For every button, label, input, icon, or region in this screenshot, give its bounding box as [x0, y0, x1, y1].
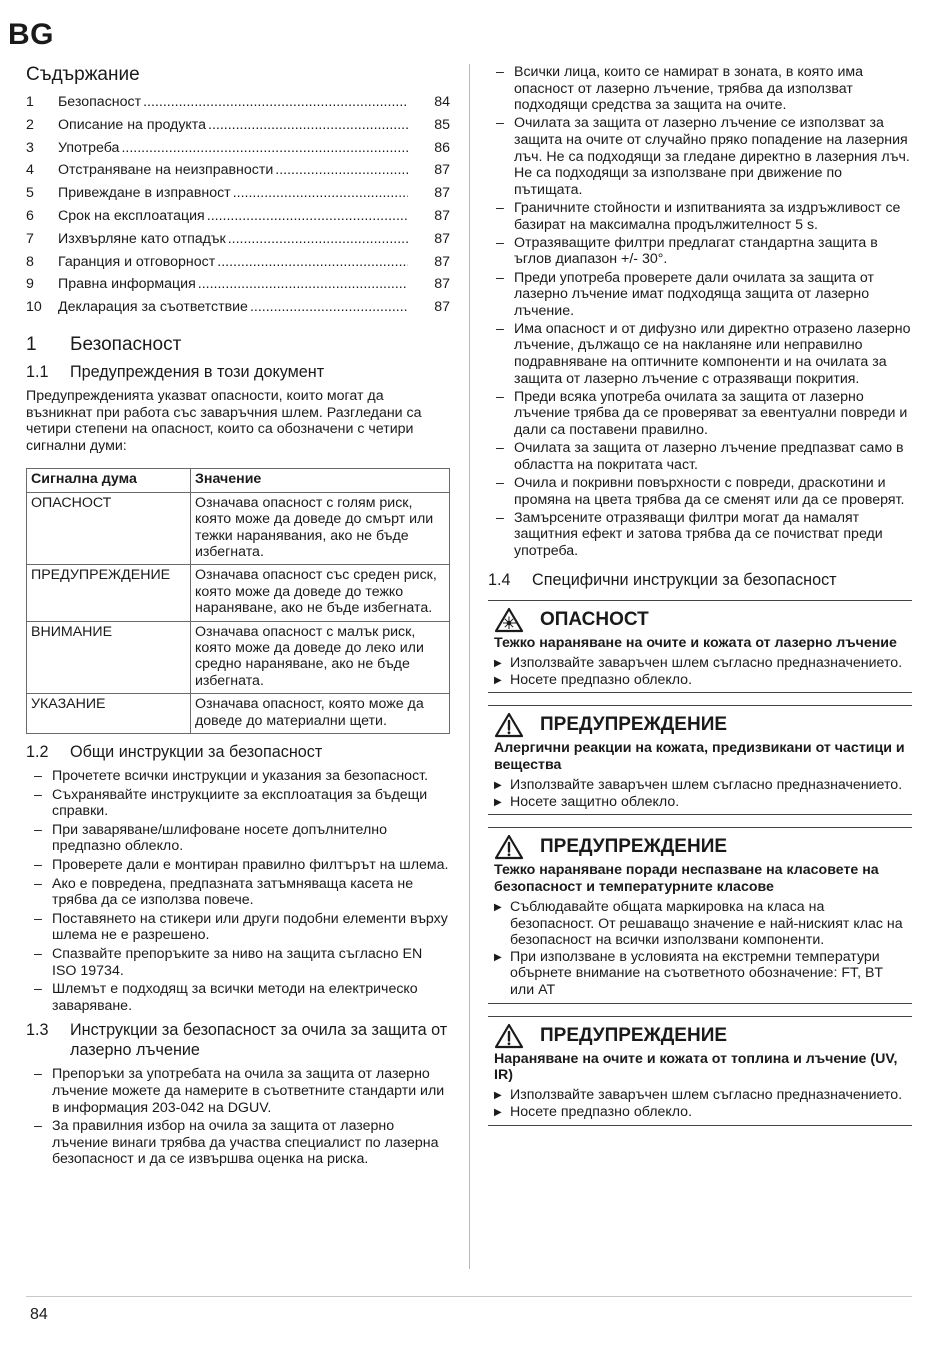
table-row	[27, 565, 450, 621]
signal-word: ВНИМАНИЕ	[27, 621, 191, 694]
subsection-heading	[26, 742, 450, 762]
toc-leader	[275, 162, 408, 178]
warning-actions	[494, 1087, 906, 1120]
action-item: ▶ Използвайте заваръчен шлем съгласно предназначението.	[494, 1087, 906, 1104]
signal-meaning: Означава опасност с голям риск, която може да доведе до смърт или тежки наранявания, ако не бъде избегната.	[191, 492, 450, 565]
toc-label: Описание на продукта	[58, 116, 207, 133]
action-item: ▶ При използване в условията на екстремни температури обърнете внимание на съответното обозначение: FT, BT или AT	[494, 949, 906, 999]
warning-level: ОПАСНОСТ	[540, 608, 649, 630]
toc-item[interactable]	[26, 117, 450, 140]
toc-number: 4	[26, 162, 34, 179]
toc-item[interactable]	[26, 208, 450, 231]
warning-box	[488, 1016, 912, 1126]
toc-number: 5	[26, 185, 34, 202]
warning-triangle-icon	[494, 834, 524, 860]
list-item: – Очила и покривни повърхности с повреди, драскотини и промяна на цвета трябва да се сменят или да се проверят.	[488, 475, 912, 508]
section-title: Безопасност	[70, 333, 182, 355]
list-item: – Поставянето на стикери или други подобни елементи върху шлема не е разрешено.	[26, 911, 450, 944]
subsection-title: Предупреждения в този документ	[70, 362, 325, 381]
toc-page: 87	[434, 207, 450, 224]
toc-page: 85	[434, 116, 450, 133]
toc-number: 2	[26, 116, 34, 133]
toc-page: 87	[434, 162, 450, 179]
footer-rule	[26, 1296, 912, 1297]
toc-page: 87	[434, 299, 450, 316]
subsection-number: 1.3	[26, 1021, 49, 1040]
action-item: ▶ Носете защитно облекло.	[494, 794, 906, 811]
warning-actions	[494, 899, 906, 999]
subsection-title: Инструкции за безопасност за очила за защита от лазерно лъчение	[70, 1021, 448, 1060]
toc-item[interactable]	[26, 299, 450, 322]
toc-leader	[198, 276, 408, 292]
list-item: – Преди употреба проверете дали очилата за защита от лазерно лъчение имат подходяща защита от лазерно лъчение.	[488, 270, 912, 320]
toc-number: 3	[26, 139, 34, 156]
signal-meaning: Означава опасност с малък риск, която може да доведе до леко или средно нараняване, ако не бъде избегната.	[191, 621, 450, 694]
toc-item[interactable]	[26, 254, 450, 277]
warning-header	[494, 607, 906, 633]
table-row	[27, 621, 450, 694]
subsection-number: 1.4	[488, 570, 511, 589]
toc-leader	[250, 299, 408, 315]
toc-item[interactable]	[26, 231, 450, 254]
laser-hazard-icon	[494, 607, 524, 633]
toc-leader	[217, 254, 408, 270]
list-item: – Преди всяка употреба очилата за защита от лазерно лъчение трябва да се проверяват за евентуални повреди и дали са поставени правилно.	[488, 389, 912, 439]
list-item: – Проверете дали е монтиран правилно филтърът на шлема.	[26, 857, 450, 874]
toc-number: 10	[26, 299, 42, 316]
toc-page: 87	[434, 253, 450, 270]
subsection-number: 1.2	[26, 743, 49, 762]
list-item: – Има опасност и от дифузно или директно отразено лазерно лъчение, дължащо се на накланяне или неправилно подравняване на оптичните компоненти и на очилата за защита от лазерно лъчение с отразяващи покрития.	[488, 321, 912, 387]
toc-label: Привеждане в изправност	[58, 185, 231, 202]
list-item: – Ако е повредена, предпазната затъмняваща касета не трябва да се използва повече.	[26, 876, 450, 909]
list-item: – За правилния избор на очила за защита от лазерно лъчение винаги трябва да участва специалист по лазерна безопасност и да се извършва оценка на риска.	[26, 1118, 450, 1168]
warning-box	[488, 705, 912, 815]
toc-leader	[121, 140, 408, 156]
warning-box	[488, 827, 912, 1003]
warning-triangle-icon	[494, 1023, 524, 1049]
toc-page: 87	[434, 230, 450, 247]
action-item: ▶ Съблюдавайте общата маркировка на класа на безопасност. От решаващо значение е най-ниският клас на безопасност на всички използвани компоненти.	[494, 899, 906, 949]
toc-label: Изхвърляне като отпадък	[58, 230, 226, 247]
signal-meaning: Означава опасност, която може да доведе до материални щети.	[191, 694, 450, 734]
laser-safety-list	[26, 1066, 450, 1168]
toc-leader	[233, 185, 408, 201]
list-item: – Отразяващите филтри предлагат стандартна защита в ъглов диапазон +/- 30°.	[488, 235, 912, 268]
signal-meaning: Означава опасност със среден риск, която може да доведе до тежко нараняване, ако не бъде избегната.	[191, 565, 450, 621]
page-number: 84	[30, 1306, 48, 1323]
toc-label: Употреба	[58, 139, 120, 156]
toc-leader	[207, 208, 408, 224]
toc-item[interactable]	[26, 140, 450, 163]
toc-page: 87	[434, 276, 450, 293]
section-number: 1	[26, 333, 37, 355]
signal-word: ПРЕДУПРЕЖДЕНИЕ	[27, 565, 191, 621]
general-safety-list	[26, 768, 450, 1014]
list-item: – При заваряване/шлифоване носете допълнително предпазно облекло.	[26, 822, 450, 855]
list-item: – Съхранявайте инструкциите за експлоатация за бъдещи справки.	[26, 787, 450, 820]
warning-subtitle: Тежко нараняване поради неспазване на класовете на безопасност и температурните класове	[494, 862, 879, 895]
list-item: – Спазвайте препоръките за ниво на защита съгласно EN ISO 19734.	[26, 946, 450, 979]
subsection-heading	[488, 570, 912, 590]
table-row	[27, 694, 450, 734]
list-item: – Прочетете всички инструкции и указания за безопасност.	[26, 768, 450, 785]
subsection-number: 1.1	[26, 362, 49, 381]
language-code: BG	[8, 18, 54, 51]
action-item: ▶ Носете предпазно облекло.	[494, 1104, 906, 1121]
warning-level: ПРЕДУПРЕЖДЕНИЕ	[540, 714, 728, 736]
table-header: Сигнална дума	[27, 469, 191, 492]
toc-leader	[143, 94, 408, 110]
warning-level: ПРЕДУПРЕЖДЕНИЕ	[540, 836, 728, 858]
signal-word: ОПАСНОСТ	[27, 492, 191, 565]
toc-number: 1	[26, 94, 34, 110]
action-item: ▶ Използвайте заваръчен шлем съгласно предназначението.	[494, 777, 906, 794]
signal-word: УКАЗАНИЕ	[27, 694, 191, 734]
signal-word-table	[26, 468, 450, 734]
toc-title: Съдържание	[26, 64, 140, 85]
toc-number: 9	[26, 276, 34, 293]
table-header: Значение	[191, 469, 450, 492]
warning-subtitle: Нараняване на очите и кожата от топлина и лъчение (UV, IR)	[494, 1050, 898, 1083]
right-column	[488, 64, 912, 1138]
toc-item[interactable]	[26, 185, 450, 208]
subsection-title: Специфични инструкции за безопасност	[532, 570, 837, 589]
subsection-heading	[26, 362, 450, 382]
toc-number: 8	[26, 253, 34, 270]
toc-label: Декларация за съответствие	[58, 299, 248, 316]
warning-header	[494, 1023, 906, 1049]
warning-subtitle: Тежко нараняване на очите и кожата от лазерно лъчение	[494, 634, 897, 651]
toc-page: 86	[434, 139, 450, 156]
intro-paragraph: Предупрежденията указват опасности, които могат да възникнат при работа със заваръчния шлем. Разгледани са четири степени на опасност, които са обозначени с четири сигнални думи:	[26, 387, 422, 454]
section-heading	[26, 334, 450, 356]
laser-safety-list-continued	[488, 64, 912, 560]
warning-subtitle: Алергични реакции на кожата, предизвикани от частици и вещества	[494, 740, 905, 773]
warning-header	[494, 834, 906, 860]
list-item: – Замърсените отразяващи филтри могат да намалят защитния ефект и затова трябва да се почистват преди употреба.	[488, 510, 912, 560]
table-row	[27, 492, 450, 565]
toc-number: 6	[26, 207, 34, 224]
action-item: ▶ Използвайте заваръчен шлем съгласно предназначението.	[494, 655, 906, 672]
left-column	[26, 60, 450, 1170]
toc-list	[26, 94, 450, 322]
toc-leader	[228, 231, 408, 247]
toc-leader	[208, 117, 408, 133]
action-item: ▶ Носете предпазно облекло.	[494, 672, 906, 689]
subsection-title: Общи инструкции за безопасност	[70, 743, 323, 762]
table-header-row	[27, 469, 450, 492]
toc-item[interactable]	[26, 162, 450, 185]
subsection-heading	[26, 1020, 450, 1060]
list-item: – Очилата за защита от лазерно лъчение се използват за защита на очите от случайно пряко попадение на лазерния лъч. Не са подходящи за гледане директно в лазерния лъч. Не са подходящи за използване при движение по пътищата.	[488, 115, 912, 198]
toc-number: 7	[26, 230, 34, 247]
warning-actions	[494, 655, 906, 688]
toc-item[interactable]	[26, 94, 450, 117]
warning-level: ПРЕДУПРЕЖДЕНИЕ	[540, 1024, 728, 1046]
toc-item[interactable]	[26, 276, 450, 299]
column-divider	[469, 64, 470, 1269]
warning-header	[494, 712, 906, 738]
list-item: – Препоръки за употребата на очила за защита от лазерно лъчение можете да намерите в съответните стандарти или в информация 203-042 на DGUV.	[26, 1066, 450, 1116]
list-item: – Граничните стойности и изпитванията за издръжливост се базират на максимална продължителност 5 s.	[488, 200, 912, 233]
list-item: – Шлемът е подходящ за всички методи на електрическо заваряване.	[26, 981, 450, 1014]
toc-label: Срок на експлоатация	[58, 207, 205, 224]
warning-actions	[494, 777, 906, 810]
danger-box	[488, 600, 912, 694]
toc-label: Гаранция и отговорност	[58, 253, 216, 270]
toc-label: Отстраняване на неизправности	[58, 162, 274, 179]
toc-page: 87	[434, 185, 450, 202]
toc-label: Безопасност	[58, 94, 142, 110]
list-item: – Всички лица, които се намират в зоната, в която има опасност от лазерно лъчение, трябва да използват подходящи средства за защита на очите.	[488, 64, 912, 114]
list-item: – Очилата за защита от лазерно лъчение предпазват само в областта на покритата част.	[488, 440, 912, 473]
warning-triangle-icon	[494, 712, 524, 738]
toc-page: 84	[434, 94, 450, 110]
toc-label: Правна информация	[58, 276, 196, 293]
